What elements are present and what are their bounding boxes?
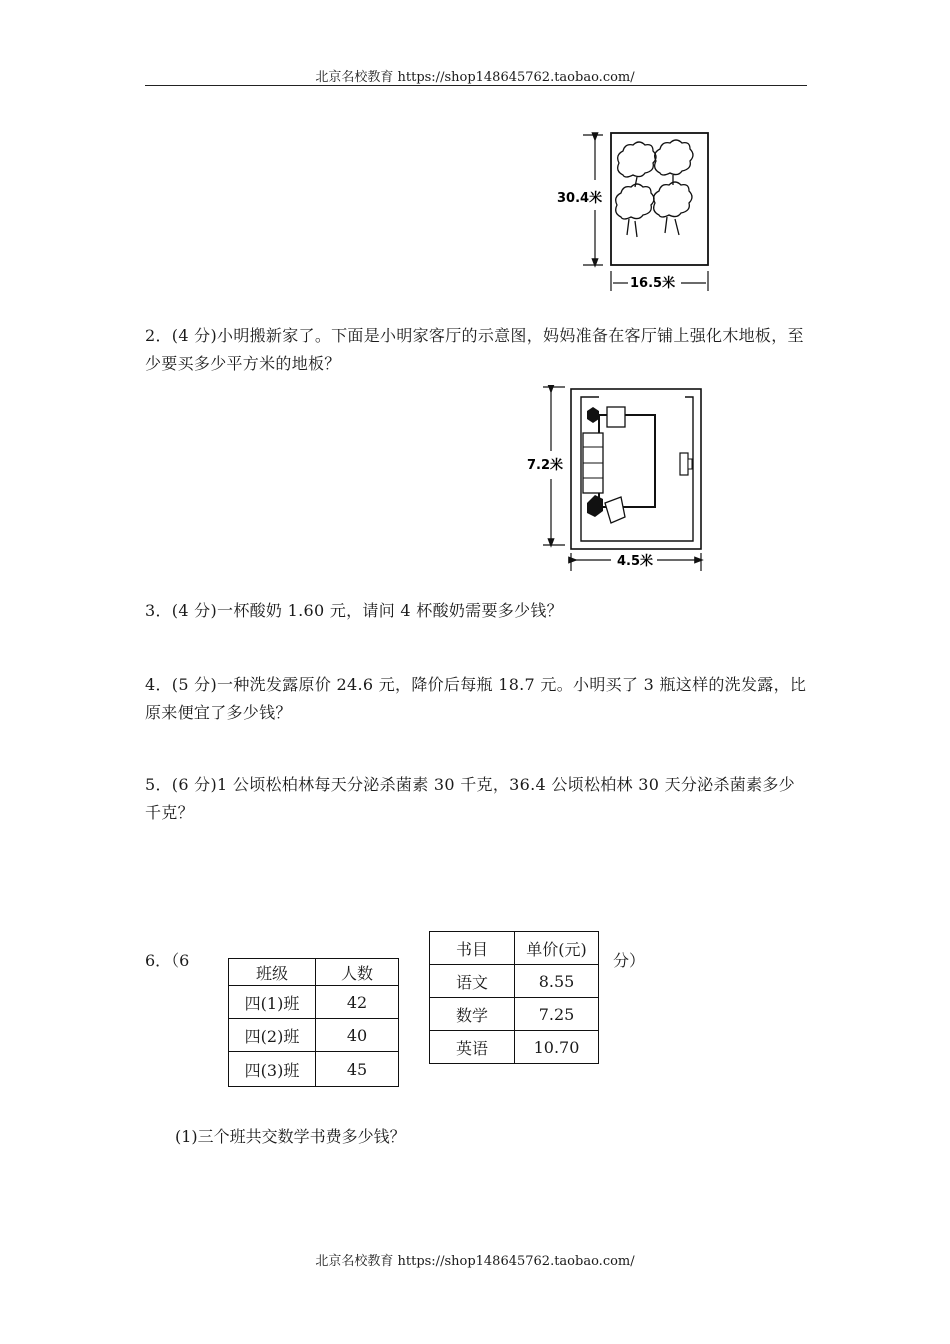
table-cell: 7.25 bbox=[515, 998, 599, 1031]
header-rule bbox=[145, 85, 807, 86]
table-cell: 45 bbox=[316, 1052, 399, 1087]
table-cell: 40 bbox=[316, 1019, 399, 1052]
tree-icon bbox=[616, 184, 654, 237]
question-4: 4．(5 分)一种洗发露原价 24.6 元，降价后每瓶 18.7 元。小明买了 3 瓶这样的洗发露，比原来便宜了多少钱？ bbox=[145, 675, 807, 722]
park-diagram bbox=[555, 125, 715, 295]
armchair-bottom bbox=[605, 497, 625, 523]
table-cell: 8.55 bbox=[515, 965, 599, 998]
rug bbox=[599, 415, 655, 507]
book-price-table bbox=[429, 931, 599, 1064]
class-table bbox=[228, 958, 399, 1087]
question-2: 2．(4 分)小明搬新家了。下面是小明家客厅的示意图，妈妈准备在客厅铺上强化木地板，至少要买多少平方米的地板？ bbox=[145, 326, 804, 373]
armchair-top bbox=[607, 407, 625, 427]
table-header-cell: 班级 bbox=[229, 959, 316, 986]
plant-top-icon bbox=[587, 407, 599, 423]
room-width-label: 4.5米 bbox=[617, 554, 654, 569]
page-footer: 北京名校教育 https://shop148645762.taobao.com/ bbox=[315, 1254, 635, 1269]
table-cell: 四(3)班 bbox=[229, 1052, 316, 1087]
question-6-suffix: 分） bbox=[613, 951, 646, 970]
plant-bottom-icon bbox=[587, 495, 603, 517]
tv-stand bbox=[680, 453, 688, 475]
question-3: 3．(4 分)一杯酸奶 1.60 元，请问 4 杯酸奶需要多少钱？ bbox=[145, 601, 563, 620]
park-width-label: 16.5米 bbox=[630, 276, 676, 291]
page-header: 北京名校教育 https://shop148645762.taobao.com/ bbox=[315, 70, 635, 85]
table-cell: 10.70 bbox=[515, 1031, 599, 1064]
room-height-label: 7.2米 bbox=[527, 458, 564, 473]
table-header-cell: 人数 bbox=[316, 959, 399, 986]
tree-icon bbox=[655, 140, 693, 185]
question-5: 5．(6 分)1 公顷松柏林每天分泌杀菌素 30 千克，36.4 公顷松柏林 30 天分泌杀菌素多少千克？ bbox=[145, 775, 795, 822]
question-6-part-1: (1)三个班共交数学书费多少钱？ bbox=[175, 1127, 406, 1146]
tree-icon bbox=[618, 142, 656, 187]
table-cell: 英语 bbox=[430, 1031, 515, 1064]
table-cell: 四(1)班 bbox=[229, 986, 316, 1019]
park-height-label: 30.4米 bbox=[557, 191, 603, 206]
table-cell: 数学 bbox=[430, 998, 515, 1031]
park-boundary bbox=[611, 133, 708, 265]
tree-icon bbox=[654, 182, 692, 235]
table-cell: 42 bbox=[316, 986, 399, 1019]
table-header-cell: 单价(元) bbox=[515, 932, 599, 965]
table-cell: 四(2)班 bbox=[229, 1019, 316, 1052]
table-header-cell: 书目 bbox=[430, 932, 515, 965]
living-room-diagram bbox=[525, 385, 710, 575]
question-6-prefix: 6．（6 bbox=[145, 951, 190, 970]
table-cell: 语文 bbox=[430, 965, 515, 998]
